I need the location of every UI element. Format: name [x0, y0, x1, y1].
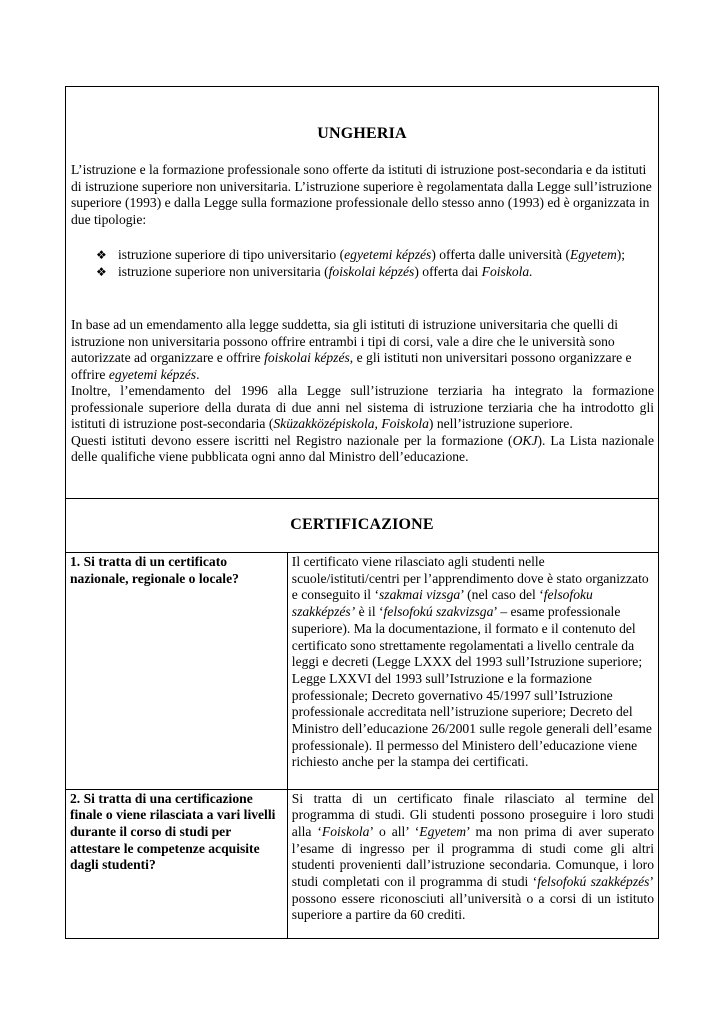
question-cell: 1. Si tratta di un certificato nazionale, regionale o locale? — [66, 553, 287, 789]
certificazione-table — [66, 553, 658, 939]
list-item: ❖ istruzione superiore non universitaria (foiskolai képzés) offerta dai Foiskola. — [96, 263, 533, 279]
document-frame — [65, 86, 659, 939]
body-paragraphs — [71, 317, 654, 466]
section-certificazione-header — [66, 499, 658, 553]
paragraph-registro: Questi istituti devono essere iscritti nel Registro nazionale per la formazione (OKJ). La Lista nazionale delle qualifiche viene pubblicata ogni anno dal Ministro dell’educazione. — [71, 432, 655, 464]
question-cell: 2. Si tratta di una certificazione finale o viene rilasciata a vari livelli durante il corso di studi per attestare le competenze acquisite dagli studenti? — [66, 789, 287, 939]
table-row — [66, 789, 658, 939]
intro-paragraph: L’istruzione e la formazione professionale sono offerte da istituti di istruzione post-secondaria e da istituti di istruzione superiore non universitaria. L’istruzione superiore è regolamentata dalla Legge sull’istruzione superiore (1993) e dalla Legge sulla formazione professionale dello stesso anno (1993) ed è organizzata in due tipologie: — [71, 162, 652, 227]
section-ungheria — [66, 87, 658, 499]
bullet-list — [96, 247, 651, 280]
section-title-ungheria: UNGHERIA — [317, 125, 407, 142]
section-title-certificazione: CERTIFICAZIONE — [290, 516, 434, 533]
answer-cell: Si tratta di un certificato finale rilasciato al termine del programma di studi. Gli studenti possono proseguire i loro studi alla ‘Foiskola’ o all’ ‘Egyetem’ ma non prima di aver superato l’esame di ingresso per il programma di studi come gli altri studenti provenienti dall’istruzione secondaria. Comunque, i loro studi completati con il programma di studi ‘felsofokú szakképzés’ possono essere riconosciuti all’università o a corsi di un istituto superiore a partire da 60 crediti. — [287, 789, 658, 939]
table-row — [66, 553, 658, 789]
diamond-bullet-icon: ❖ — [96, 264, 107, 279]
paragraph-1996: Inoltre, l’emendamento del 1996 alla Legge sull’istruzione terziaria ha integrato la formazione professionale superiore della durata di due anni nel sistema di istruzione terziaria che ha introdotto gli istituti di istruzione post-secondaria (Sküzakközépiskola, Foiskola) nell’istruzione superiore. — [71, 383, 654, 431]
list-item: ❖ istruzione superiore di tipo universitario (egyetemi képzés) offerta dalle università (Egyetem); — [96, 247, 626, 262]
answer-cell: Il certificato viene rilasciato agli studenti nelle scuole/istituti/centri per l’apprendimento dove è stato organizzato e conseguito il ‘szakmai vizsga’ (nel caso del ‘felsofoku szakképzés’ è il ‘felsofokú szakvizsga’ – esame professionale superiore). Ma la documentazione, il formato e il contenuto del certificato sono strettamente regolamentati a livello centrale da leggi e decreti (Legge LXXX del 1993 sull’Istruzione superiore; Legge LXXVI del 1993 sull’Istruzione e la formazione professionale; Decreto governativo 45/1997 sull’Istruzione professionale accreditata nell’istruzione superiore; Decreto del Ministro dell’educazione 26/2001 sulle regole generali dell’esame professionale). Il permesso del Ministero dell’educazione viene richiesto anche per la stampa dei certificati. — [291, 554, 652, 770]
paragraph-amendment: In base ad un emendamento alla legge suddetta, sia gli istituti di istruzione universitaria che quelli di istruzione non universitaria possono offrire entrambi i tipi di corsi, vale a dire che le università sono autorizzate ad organizzare e offrire foiskolai képzés, e gli istituti non universitari possono organizzare e offrire egyetemi képzés. — [71, 317, 632, 382]
diamond-bullet-icon: ❖ — [96, 248, 107, 262]
